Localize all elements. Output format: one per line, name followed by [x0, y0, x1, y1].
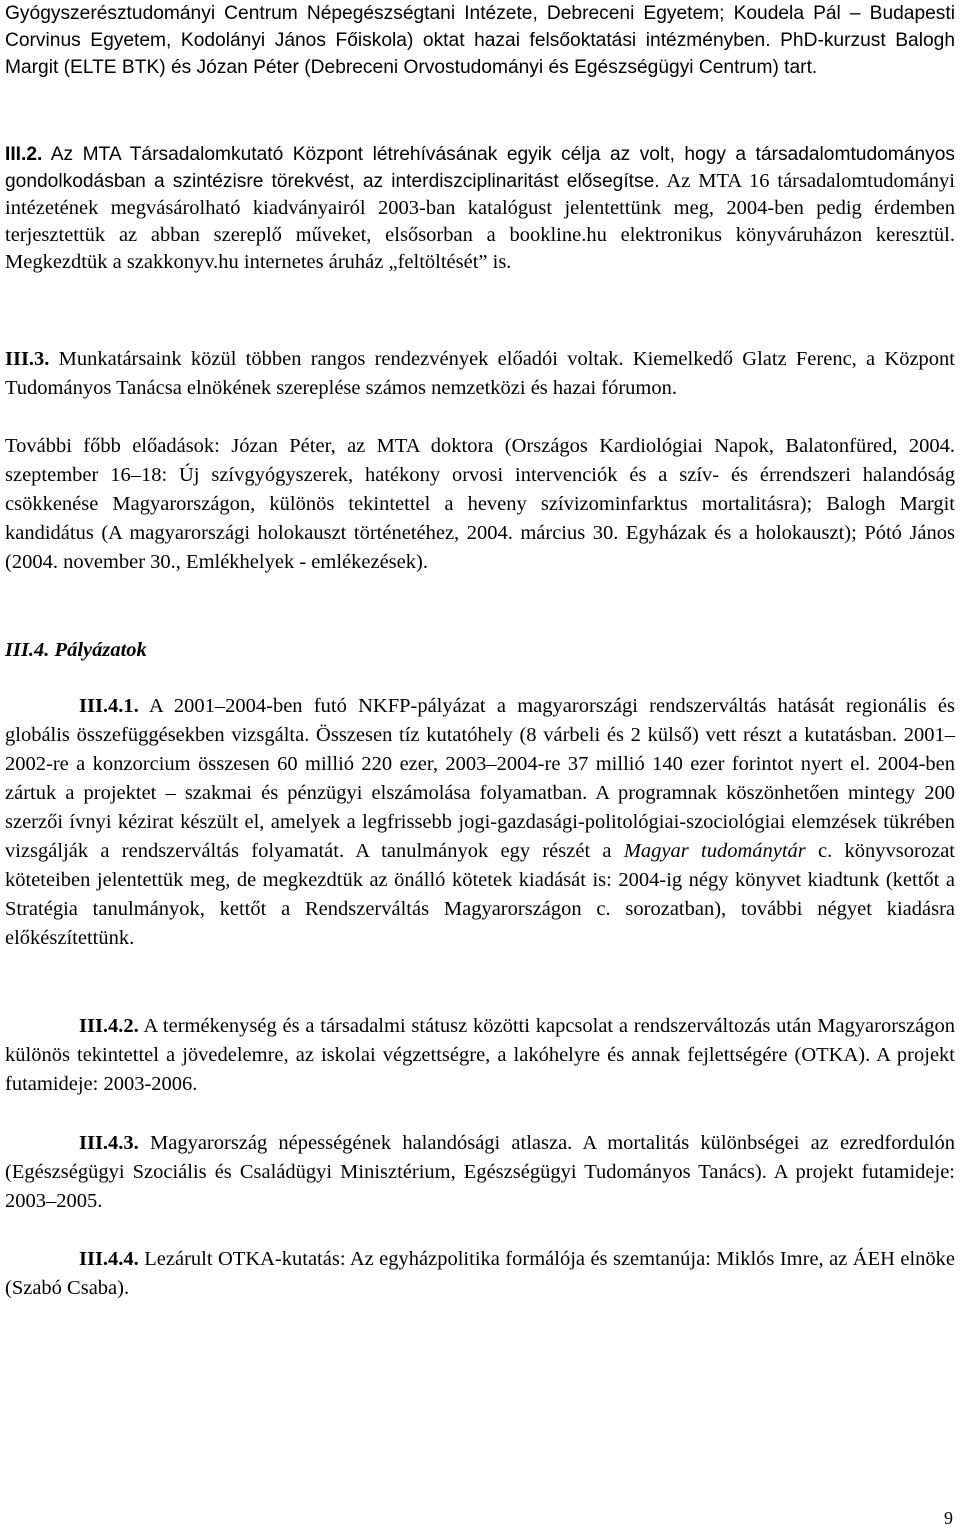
section-text: Munkatársaink közül többen rangos rendezvények előadói voltak. — [49, 348, 624, 370]
section-text: Lezárult OTKA-kutatás: Az egyházpolitika formálója és szemtanúja: Miklós Imre, az ÁEH elnöke (Szabó Csaba). — [5, 1248, 955, 1299]
intro-paragraph — [5, 0, 955, 81]
section-italic: Magyar tudománytár — [623, 840, 806, 862]
section-text: szeptember 16–18: Új szívgyógyszerek, hatékony orvosi intervenciók és a szív- és érrendszeri halandóság csökkenése Magyarországon, különös tekintettel a heveny szívizominfarktus mortalitásra); Balogh Margit kandidátus (A magyarországi holokauszt történetéhez, 2004. március 30. Egyházak és a holokauszt); Pótó János (2004. november 30., Emlékhelyek - emlékezések). — [5, 464, 955, 573]
section-III-4-4 — [5, 1245, 955, 1303]
section-III-4-3 — [5, 1129, 955, 1216]
intro-text: Gyógyszerésztudományi Centrum Népegészségtani Intézete, Debreceni Egyetem; Koudela Pál – Budapesti Corvinus Egyetem, Kodolányi János Főiskola) oktat hazai felsőoktatási intézményben. PhD-kurzust Balogh Margit (ELTE BTK) és Józan Péter (Debreceni Orvostudományi és Egészségügyi Centrum) tart. — [5, 3, 955, 78]
section-text: Kiemelkedő Glatz Ferenc, a Központ Tudományos Tanácsa elnökének szereplése számos nemzetközi és hazai fórumon. — [5, 348, 955, 399]
section-text: A 2001–2004-ben futó NKFP-pályázat a magyarországi rendszerváltás hatását regionális és globális összefüggésekben vizsgálta. Összesen tíz kutatóhely (8 várbeli és 2 külső) vett részt a kutatásban. 2001–2002-re a konzorcium összesen 60 millió 220 ezer, 2003–2004-re 37 millió 140 ezer forintot nyert el. 2004-ben zártuk a projektet – szakmai és pénzügyi elszámolása folyamatban. A programnak köszönhetően mintegy 200 szerzői ívnyi kézirat készült el, amelyek a legfrissebb jogi-gazdasági-politológiai-szociológiai elemzések tükrében vizsgálják a rendszerváltás folyamatát. A tanulmányok egy részét a — [5, 695, 955, 862]
section-III-3-lectures — [5, 432, 955, 577]
section-text: További főbb előadások: Józan Péter, az MTA doktora (Országos Kardiológiai Napok, Balatonfüred, 2004. — [5, 435, 955, 457]
section-text-serif: Az MTA 16 társadalomtudományi intézetének megvásárolható kiadványairól 2003-ban katalógust jelentettünk meg, 2004-ben pedig érdemben terjesztettük az abban szereplő műveket, elsősorban a bookline.hu elektronikus könyváruházon keresztül. Megkezdtük a szakkonyv.hu internetes áruház „feltöltését” is. — [5, 170, 955, 273]
section-III-4-2 — [5, 1012, 955, 1099]
section-number: III.4.2. — [79, 1015, 139, 1037]
section-III-3 — [5, 345, 955, 403]
section-number: III.2. — [5, 144, 43, 165]
section-number: III.4.1. — [79, 695, 139, 717]
section-text: A termékenység és a társadalmi státusz közötti kapcsolat a rendszerváltozás után Magyarországon különös tekintettel a jövedelemre, az iskolai végzettségre, a lakóhelyre és annak fejlettségére (OTKA). A projekt futamideje: 2003-2006. — [5, 1015, 955, 1095]
section-text: Magyarország népességének halandósági atlasza. A mortalitás különbségei az ezredfordulón (Egészségügyi Szociális és Családügyi Minisztérium, Egészségügyi Tudományos Tanács). A projekt futamideje: 2003–2005. — [5, 1132, 955, 1212]
section-text: c. könyvsorozat köteteiben jelentettük meg, de megkezdtük az önálló kötetek kiadását is: 2004-ig négy könyvet kiadtunk (kettőt a Stratégia tanulmányok, kettőt a Rendszerváltás Magyarországon c. sorozatban), további négyet kiadásra előkészítettünk. — [5, 840, 955, 949]
section-number: III.4.3. — [79, 1132, 139, 1154]
section-III-4-1 — [5, 692, 955, 953]
section-III-4-heading: III.4. Pályázatok — [5, 639, 147, 661]
page-number: 9 — [944, 1508, 953, 1528]
section-number: III.3. — [5, 348, 50, 370]
section-text: Az MTA Társadalomkutató Központ létrehívásának egyik célja az volt, hogy a társadalomtudományos gondolkodásban a szintézisre törekvést, az interdiszciplinaritást elősegítse. — [5, 144, 955, 192]
section-number: III.4.4. — [79, 1248, 139, 1270]
section-III-2 — [5, 141, 955, 276]
